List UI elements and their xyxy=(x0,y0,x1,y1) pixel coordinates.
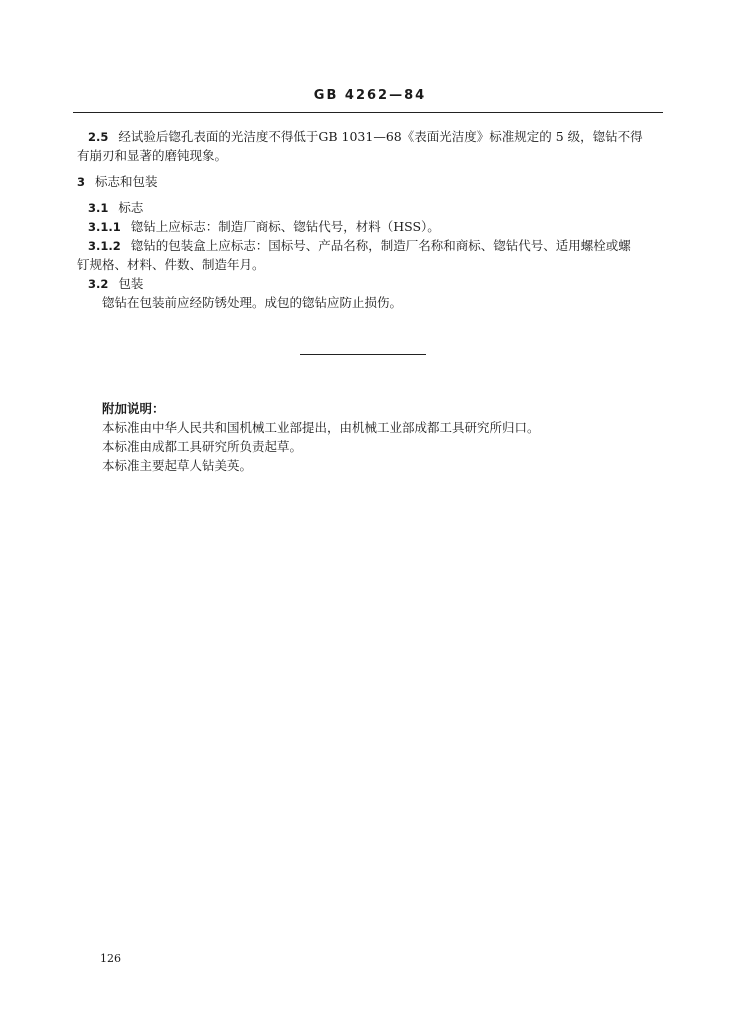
section-3-1-heading xyxy=(88,199,143,217)
notes-item: 本标准由成都工具研究所负责起草。 xyxy=(102,439,303,454)
notes-item: 本标准主要起草人钻美英。 xyxy=(102,458,253,473)
section-number: 2.5 xyxy=(88,130,109,144)
section-title: 标志和包装 xyxy=(95,174,158,189)
section-text: 经试验后锪孔表面的光洁度不得低于GB 1031—68《表面光洁度》标准规定的 5 级，锪钻不得 xyxy=(118,129,643,144)
section-3-1-2-line-2: 钉规格、材料、件数、制造年月。 xyxy=(77,257,265,272)
section-number: 3 xyxy=(77,175,86,189)
section-3-1-1 xyxy=(88,218,440,236)
section-number: 3.2 xyxy=(88,277,109,291)
section-3-2-heading xyxy=(88,275,143,293)
page-number: 126 xyxy=(100,952,121,965)
section-2-5-line-1 xyxy=(88,128,643,146)
section-title: 标志 xyxy=(118,200,144,215)
header-divider xyxy=(73,112,663,113)
end-of-text-rule xyxy=(300,354,426,355)
notes-heading: 附加说明： xyxy=(102,401,165,416)
section-3-1-2-line-1 xyxy=(88,237,631,255)
section-2-5-line-2: 有崩刃和显著的磨钝现象。 xyxy=(77,148,228,163)
section-3-2-text: 锪钻在包装前应经防锈处理。成包的锪钻应防止损伤。 xyxy=(102,295,403,310)
standard-code-header: GB 4262—84 xyxy=(313,88,427,103)
section-text: 锪钻的包装盒上应标志：国标号、产品名称，制造厂名称和商标、锪钻代号、适用螺栓或螺 xyxy=(130,238,631,253)
section-number: 3.1 xyxy=(88,201,109,215)
section-number: 3.1.1 xyxy=(88,220,121,234)
section-title: 包装 xyxy=(118,276,144,291)
notes-item: 本标准由中华人民共和国机械工业部提出，由机械工业部成都工具研究所归口。 xyxy=(102,420,540,435)
section-3-heading xyxy=(77,173,158,191)
section-number: 3.1.2 xyxy=(88,239,121,253)
section-text: 锪钻上应标志：制造厂商标、锪钻代号，材料（HSS）。 xyxy=(130,219,440,234)
